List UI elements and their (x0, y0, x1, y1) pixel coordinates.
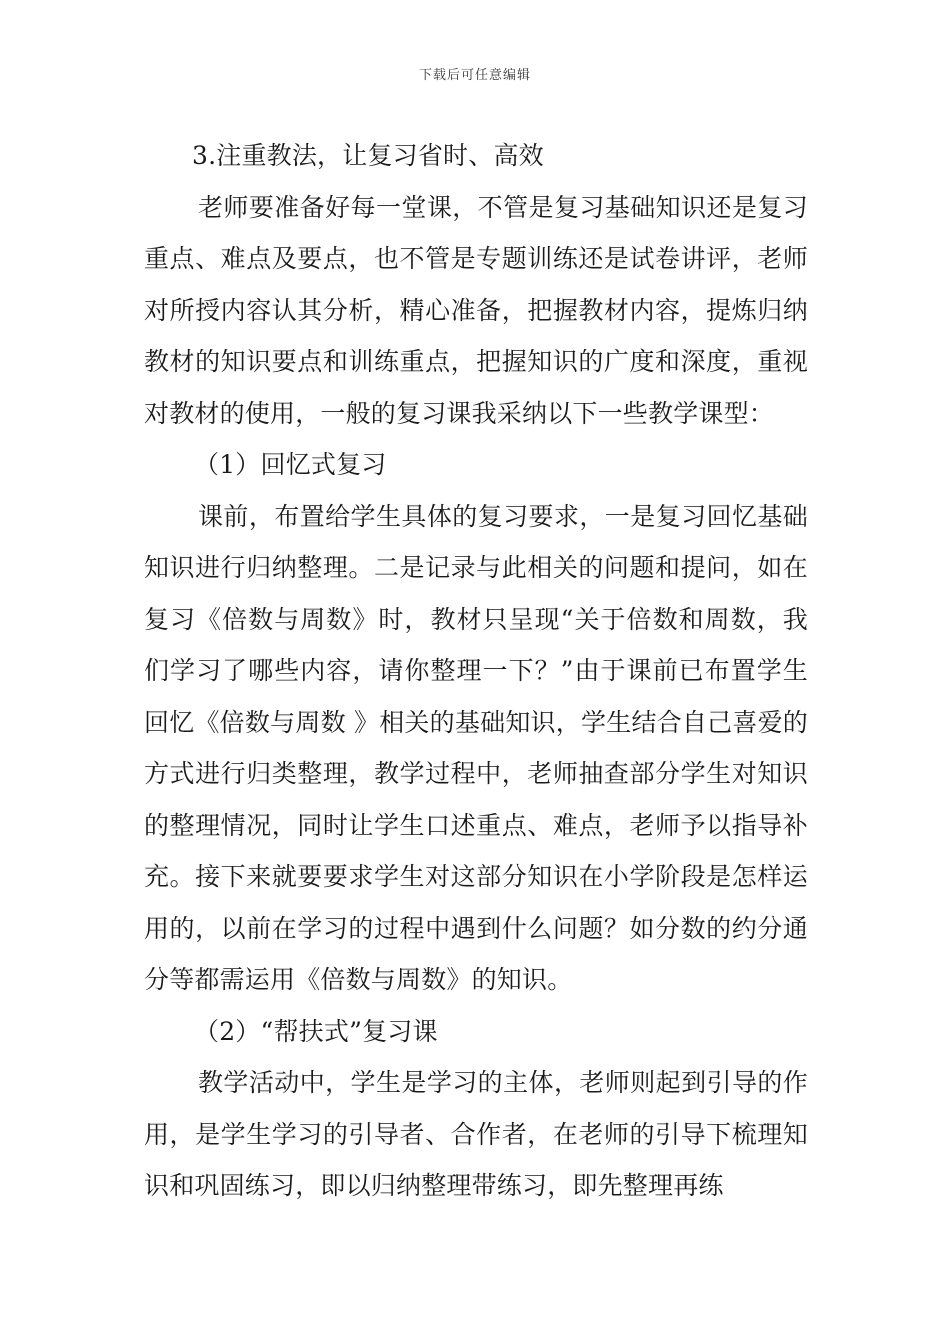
section-heading: 3.注重教法，让复习省时、高效 (192, 141, 544, 170)
page-header-caption: 下载后可任意编辑 (418, 68, 531, 83)
paragraph-teaching-prep: 老师要准备好每一堂课，不管是复习基础知识还是复习重点、难点及要点，也不管是专题训练还是试卷讲评，老师对所授内容认其分析，精心准备，把握教材内容，提炼归纳教材的知识要点和训练重点，把握知识的广度和深度，重视对教材的使用，一般的复习课我采纳以下一些教学课型： (144, 192, 808, 428)
paragraph-assisted-review: 教学活动中，学生是学习的主体，老师则起到引导的作用，是学生学习的引导者、合作者，在老师的引导下梳理知识和巩固练习，即以归纳整理带练习，即先整理再练 (144, 1068, 808, 1200)
subheading-recall-review: （1）回忆式复习 (194, 450, 387, 479)
subheading-assisted-review: （2）“帮扶式”复习课 (194, 1016, 438, 1046)
paragraph-recall-review: 课前，布置给学生具体的复习要求，一是复习回忆基础知识进行归纳整理。二是记录与此相关的问题和提问，如在复习《倍数与周数》时，教材只呈现“关于倍数和周数，我们学习了哪些内容，请你整理一下？”由于课前已布置学生回忆《倍数与周数 》相关的基础知识，学生结合自己喜爱的方式进行归类整理，教学过程中，老师抽查部分学生对知识的整理情况，同时让学生口述重点、难点，老师予以指导补充。接下来就要要求学生对这部分知识在小学阶段是怎样运用的，以前在学习的过程中遇到什么问题？如分数的约分通分等都需运用《倍数与周数》的知识。 (144, 501, 808, 994)
document-body (144, 130, 808, 1212)
